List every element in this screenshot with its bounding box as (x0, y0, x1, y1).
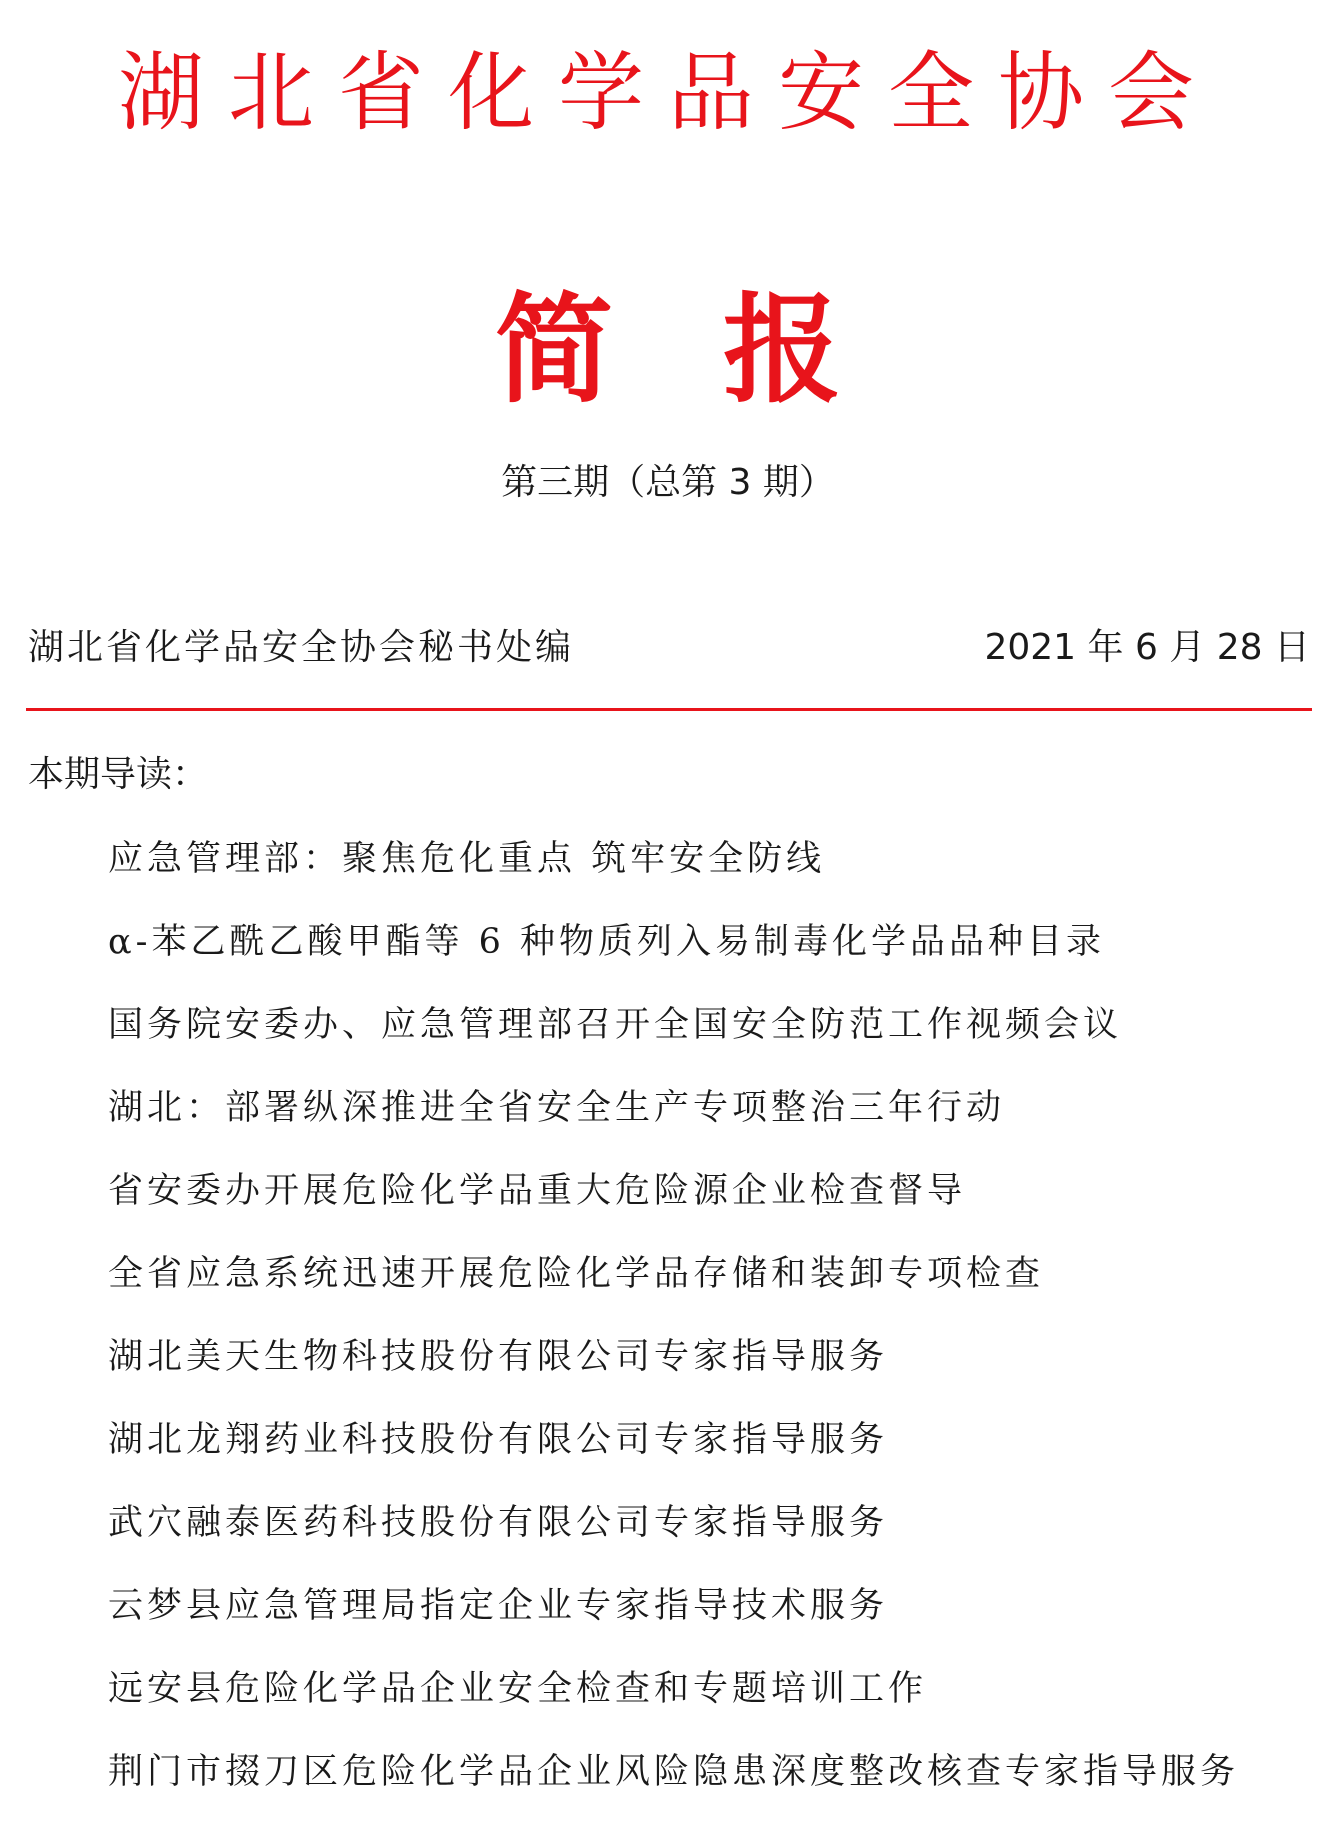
toc-item[interactable]: 应急管理部：聚焦危化重点 筑牢安全防线 (108, 839, 826, 879)
toc-item[interactable]: 武穴融泰医药科技股份有限公司专家指导服务 (108, 1503, 889, 1543)
toc-item[interactable]: 荆门市掇刀区危险化学品企业风险隐患深度整改核查专家指导服务 (108, 1752, 1240, 1792)
toc-list (108, 830, 1239, 1826)
toc-item[interactable]: 国务院安委办、应急管理部召开全国安全防范工作视频会议 (108, 1005, 1123, 1045)
editor-label: 湖北省化学品安全协会秘书处编 (28, 627, 575, 668)
red-divider (26, 708, 1312, 711)
issue-number: 第三期（总第 3 期） (501, 462, 835, 503)
publish-date: 2021 年 6 月 28 日 (984, 627, 1310, 668)
toc-item[interactable]: 湖北龙翔药业科技股份有限公司专家指导服务 (108, 1420, 889, 1460)
toc-item[interactable]: 省安委办开展危险化学品重大危险源企业检查督导 (108, 1171, 967, 1211)
toc-heading: 本期导读： (28, 754, 209, 795)
editor-date-line (28, 622, 1310, 674)
toc-item[interactable]: α-苯乙酰乙酸甲酯等 6 种物质列入易制毒化学品品种目录 (108, 922, 1105, 962)
toc-item[interactable]: 云梦县应急管理局指定企业专家指导技术服务 (108, 1586, 889, 1626)
bulletin-title: 简报 (494, 281, 951, 419)
toc-item[interactable]: 湖北：部署纵深推进全省安全生产专项整治三年行动 (108, 1088, 1006, 1128)
organization-title: 湖北省化学品安全协会 (118, 43, 1218, 143)
toc-item[interactable]: 远安县危险化学品企业安全检查和专题培训工作 (108, 1669, 928, 1709)
toc-item[interactable]: 全省应急系统迅速开展危险化学品存储和装卸专项检查 (108, 1254, 1045, 1294)
toc-item[interactable]: 湖北美天生物科技股份有限公司专家指导服务 (108, 1337, 889, 1377)
